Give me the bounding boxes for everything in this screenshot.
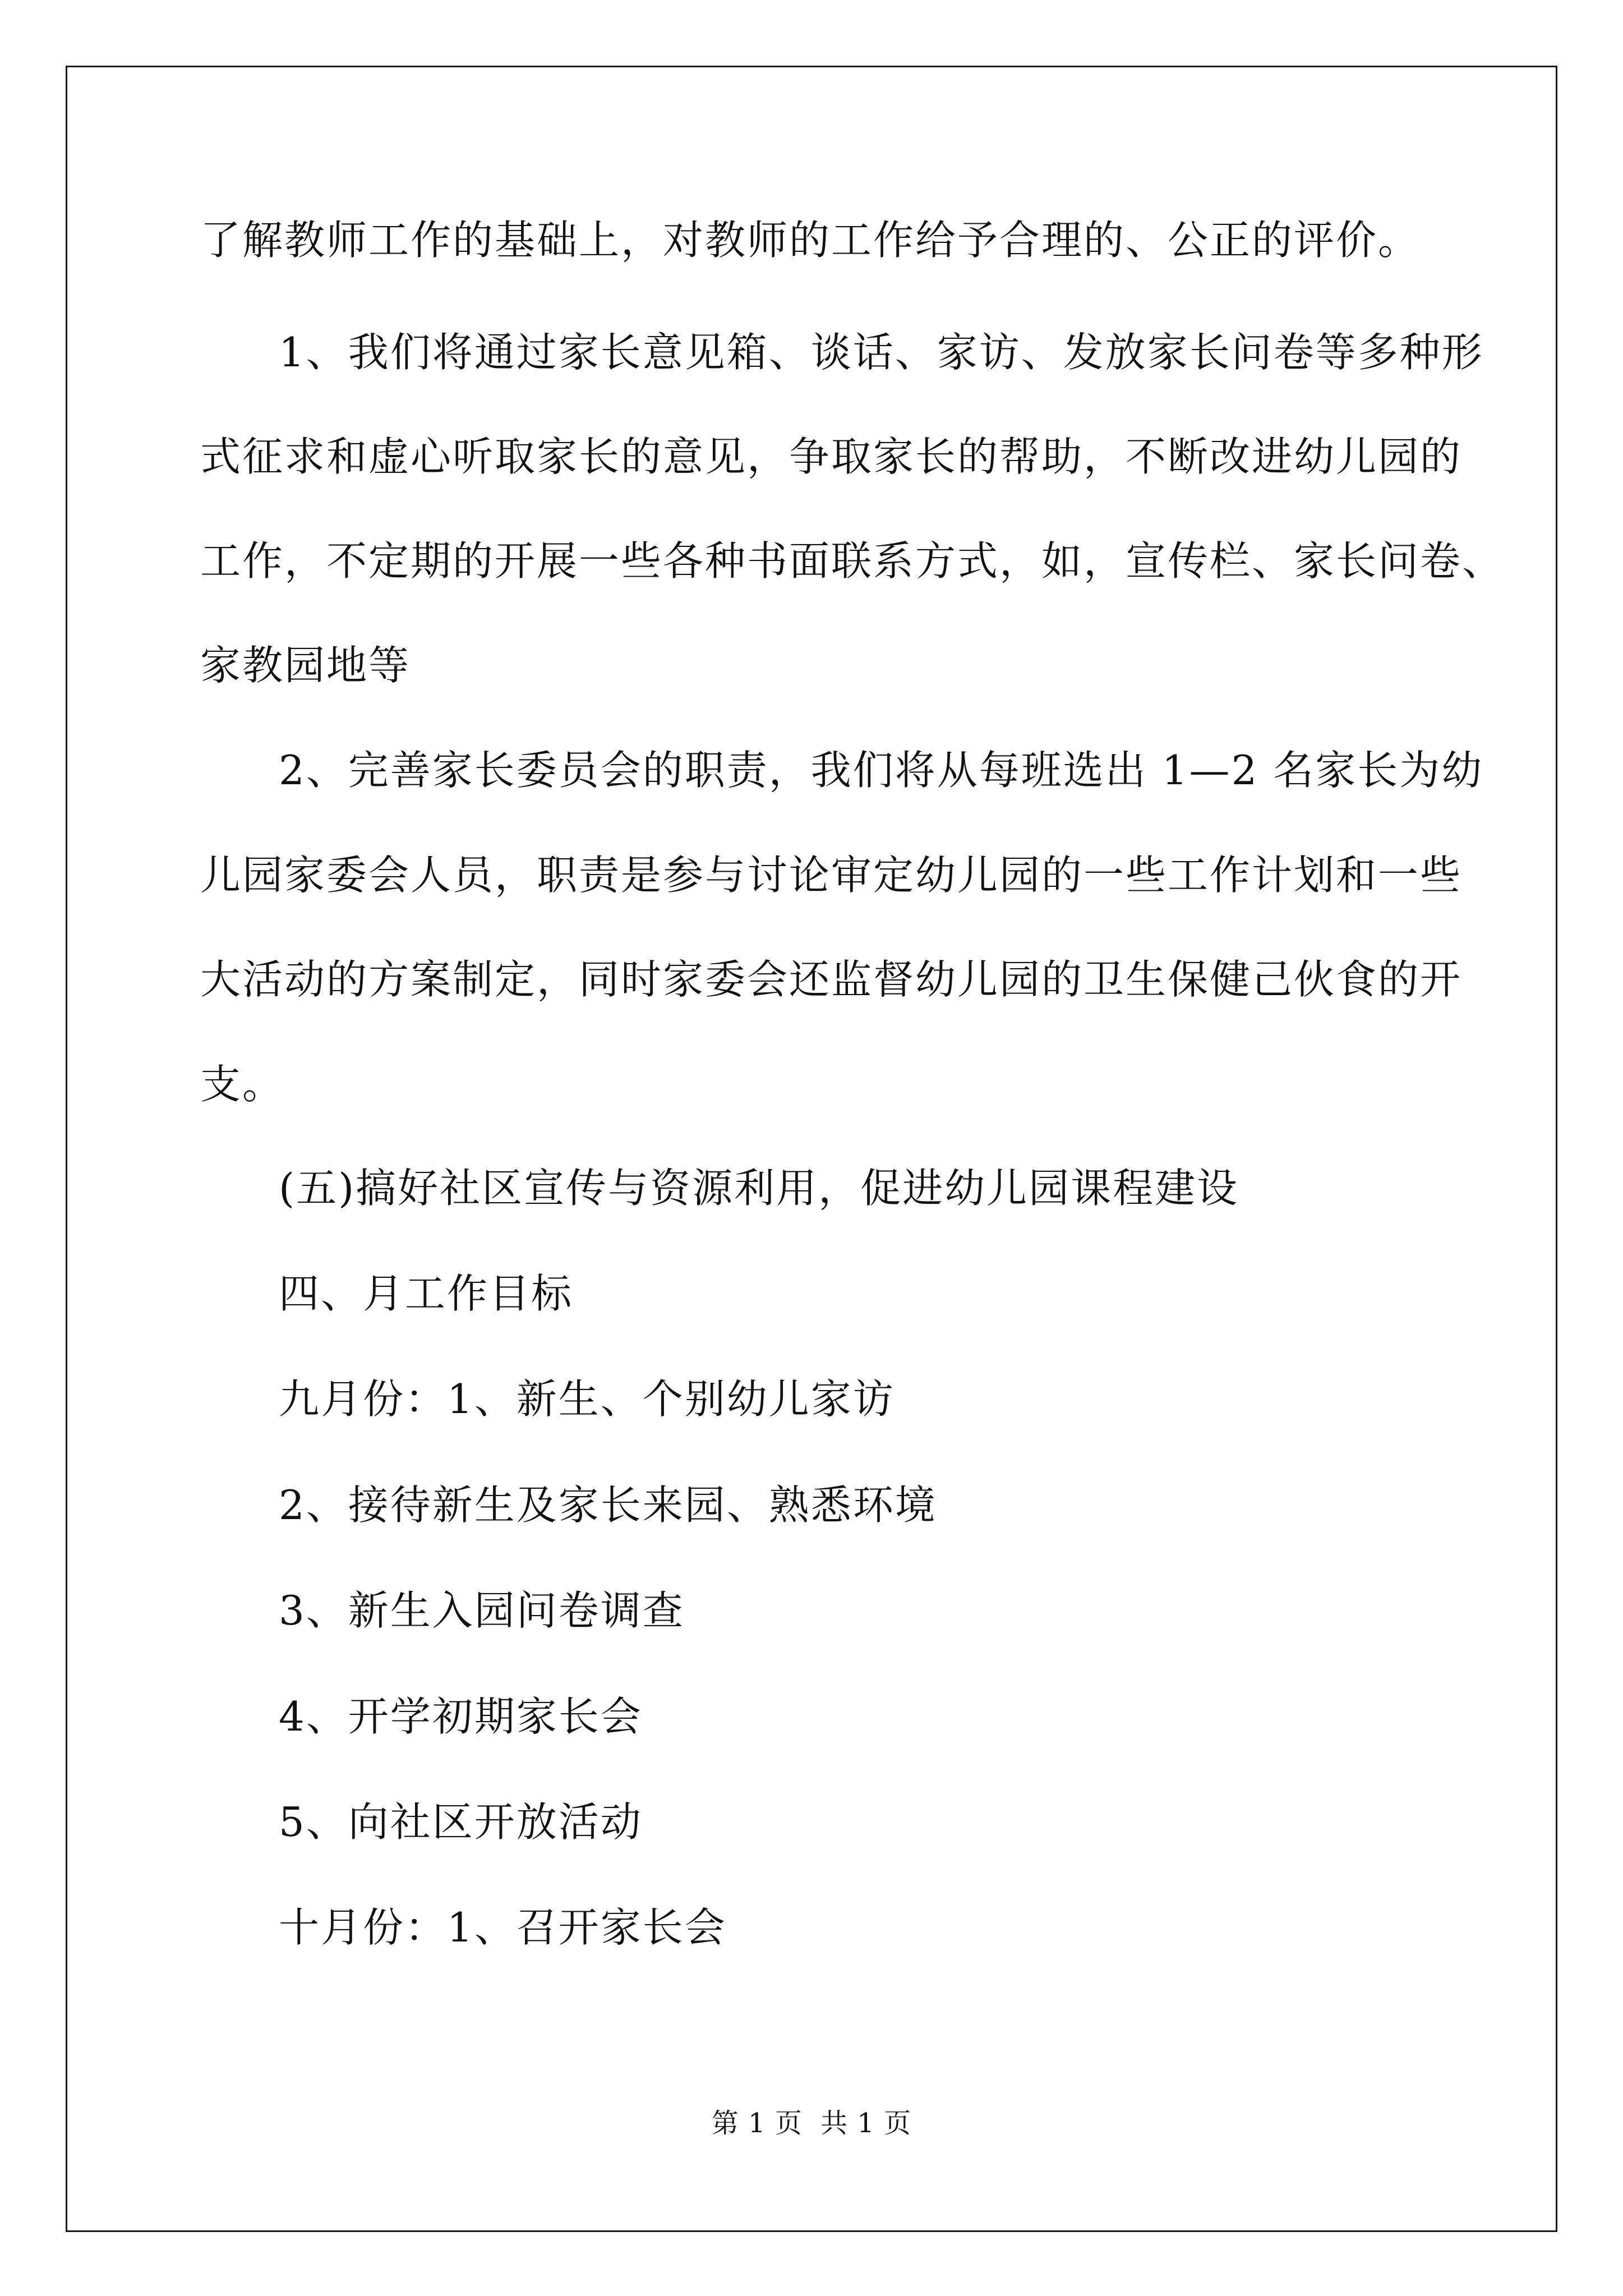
paragraph-line: 了解教师工作的基础上，对教师的工作给予合理的、公正的评价。 bbox=[200, 217, 1421, 264]
page-footer bbox=[0, 2106, 1623, 2140]
total-pages-label: 共 1 页 bbox=[820, 2108, 912, 2139]
current-page-label: 第 1 页 bbox=[711, 2108, 803, 2139]
section-heading: 四、月工作目标 bbox=[279, 1270, 574, 1317]
list-item: 3、新生入园问卷调查 bbox=[279, 1587, 685, 1634]
paragraph-line: 工作，不定期的开展一些各种书面联系方式，如，宣传栏、家长问卷、 bbox=[200, 537, 1505, 585]
paragraph-line: 支。 bbox=[200, 1061, 285, 1108]
section-heading: (五)搞好社区宣传与资源利用，促进幼儿园课程建设 bbox=[279, 1165, 1239, 1212]
list-item: 九月份：1、新生、个别幼儿家访 bbox=[279, 1375, 895, 1423]
paragraph-line: 1、我们将通过家长意见箱、谈话、家访、发放家长问卷等多种形 bbox=[279, 329, 1484, 376]
list-item: 十月份：1、召开家长会 bbox=[279, 1904, 727, 1951]
list-item: 2、接待新生及家长来园、熟悉环境 bbox=[279, 1481, 937, 1529]
paragraph-line: 大活动的方案制定，同时家委会还监督幼儿园的卫生保健己伙食的开 bbox=[200, 956, 1463, 1003]
paragraph-line: 式征求和虚心听取家长的意见，争取家长的帮助，不断改进幼儿园的 bbox=[200, 433, 1463, 480]
paragraph-line: 儿园家委会人员，职责是参与讨论审定幼儿园的一些工作计划和一些 bbox=[200, 852, 1463, 899]
list-item: 5、向社区开放活动 bbox=[279, 1798, 643, 1846]
paragraph-line: 家教园地等 bbox=[200, 642, 411, 689]
list-item: 4、开学初期家长会 bbox=[279, 1693, 643, 1740]
paragraph-line: 2、完善家长委员会的职责，我们将从每班选出 1—2 名家长为幼 bbox=[279, 747, 1484, 794]
